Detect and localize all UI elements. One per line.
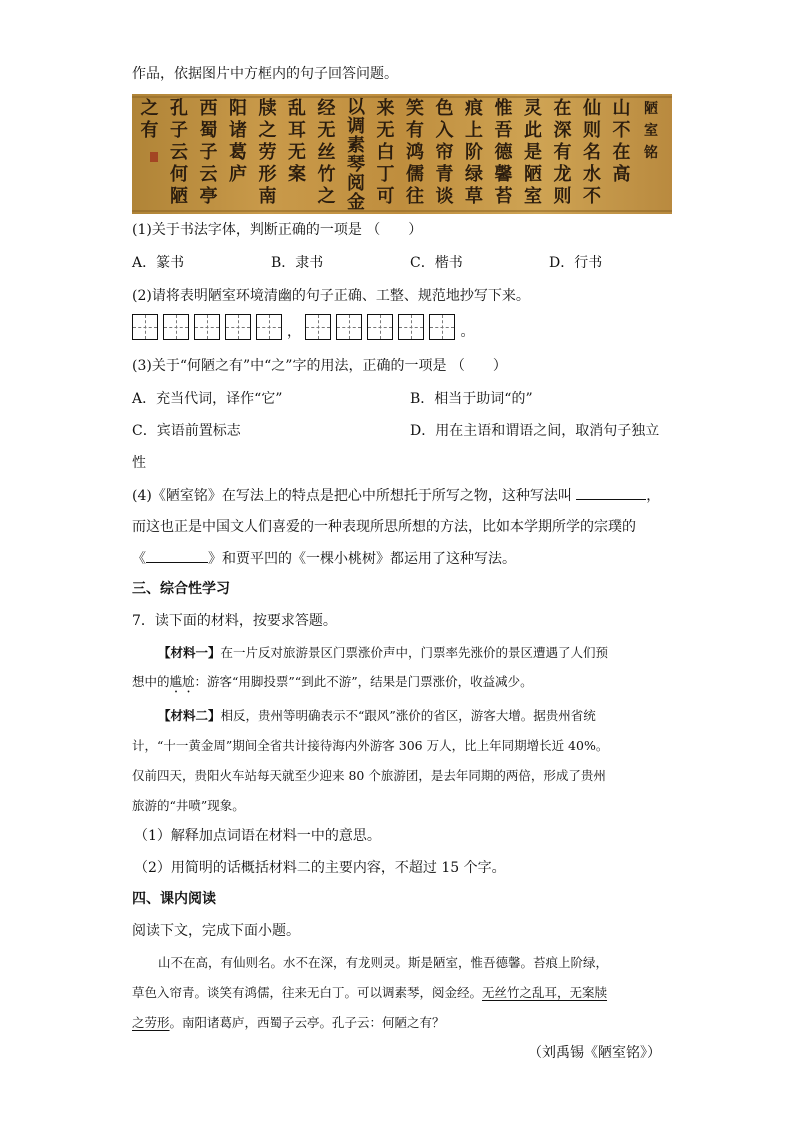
passage-line2: 草色入帘青。谈笑有鸿儒，往来无白丁。可以调素琴，阅金经。无丝竹之乱耳，无案牍 (132, 985, 608, 1000)
q4-line3: 《 》和贾平凹的《一棵小桃树》都运用了这种写法。 (132, 548, 516, 569)
q1-option-d[interactable]: D．行书 (549, 255, 603, 271)
writing-grid-2[interactable] (305, 314, 460, 350)
q3-option-a[interactable]: A．充当代词，译作“它” (132, 391, 283, 407)
calligraphy-column: 阳 诸 葛 庐 (229, 98, 247, 185)
material-2-line1: 【材料二】相反，贵州等明确表示不“跟风”涨价的省区，游客大增。据贵州省统 (158, 708, 596, 723)
calligraphy-column: 痕 上 阶 绿 草 (465, 98, 483, 207)
q3-option-c[interactable]: C．宾语前置标志 (132, 423, 241, 439)
material-2-line2: 计，“十一黄金周”期间全省共计接待海内外游客 306 万人，比上年同期增长近 40%。 (132, 738, 609, 753)
q7-sub2: （2）用简明的话概括材料二的主要内容，不超过 15 个字。 (134, 860, 506, 876)
passage-source: （刘禹锡《陋室铭》） (528, 1045, 661, 1061)
writing-grid-1[interactable] (132, 314, 287, 350)
calligraphy-column: 来 无 白 丁 可 (376, 98, 395, 207)
q7-stem: 7．读下面的材料，按要求答题。 (132, 613, 337, 629)
q1-option-a[interactable]: A．篆书 (132, 255, 185, 271)
q3-option-d[interactable]: D．用在主语和谓语之间，取消句子独立 (410, 423, 660, 439)
q3-stem: (3)关于“何陋之有”中“之”字的用法，正确的一项是 （ ） (132, 358, 507, 374)
q1-option-c[interactable]: C．楷书 (410, 255, 463, 271)
calligraphy-column: 在 深 有 龙 则 (553, 98, 572, 207)
q4-blank-1[interactable] (576, 485, 646, 500)
q2-answer-grid (132, 314, 474, 350)
calligraphy-column: 西 蜀 子 云 亭 (199, 98, 218, 207)
material-1-line2: 想中的尴尬：游客“用脚投票”“到此不游”，结果是门票涨价，收益减少。 (132, 674, 533, 689)
passage-line3: 之劳形。南阳诸葛庐，西蜀子云亭。孔子云：何陋之有？ (132, 1015, 445, 1030)
calligraphy-column: 山 不 在 高 (612, 98, 631, 185)
material-2-line3: 仅前四天，贵阳火车站每天就至少迎来 80 个旅游团，是去年同期的两倍，形成了贵州 (132, 768, 606, 783)
calligraphy-column: 牍 之 劳 形 南 (258, 98, 277, 207)
material-1-line1: 【材料一】在一片反对旅游景区门票涨价声中，门票率先涨价的景区遭遇了人们预 (158, 645, 609, 660)
q3-option-d-cont: 性 (132, 455, 146, 471)
underlined-sentence-cont: 之劳形 (132, 1015, 170, 1030)
q3-option-b[interactable]: B．相当于助词“的” (410, 391, 533, 407)
dotted-word: 尴尬 (169, 674, 195, 689)
q7-sub1: （1）解释加点词语在材料一中的意思。 (134, 828, 381, 844)
calligraphy-column: 仙 则 名 水 不 (583, 98, 601, 207)
calligraphy-column: 陋 室 铭 (644, 101, 658, 161)
calligraphy-column: 乱 耳 无 案 (288, 98, 306, 185)
grid-period: 。 (460, 324, 475, 340)
calligraphy-column: 灵 此 是 陋 室 (524, 98, 542, 207)
reading-instruction: 阅读下文，完成下面小题。 (132, 923, 300, 939)
grid-comma: ， (287, 324, 301, 340)
q4-blank-2[interactable] (146, 548, 208, 563)
calligraphy-column: 色 入 帘 青 谈 (435, 98, 454, 207)
section-4-heading: 四、课内阅读 (132, 891, 216, 907)
calligraphy-column: 笑 有 鸿 儒 往 (406, 98, 424, 207)
calligraphy-column: 经 无 丝 竹 之 (317, 98, 336, 207)
material-2-line4: 旅游的“井喷”现象。 (132, 798, 245, 813)
calligraphy-column: 之 有 (140, 98, 159, 141)
q1-stem: (1)关于书法字体，判断正确的一项是 （ ） (132, 222, 423, 238)
underlined-sentence: 无丝竹之乱耳，无案牍 (482, 985, 608, 1000)
q2-stem: (2)请将表明陋室环境清幽的句子正确、工整、规范地抄写下来。 (132, 288, 530, 304)
calligraphy-column: 孔 子 云 何 陋 (170, 98, 188, 207)
calligraphy-column: 以 调 素 琴 阅 金 (347, 97, 365, 213)
calligraphy-column: 惟 吾 德 馨 苔 (494, 98, 513, 207)
q4-line1: (4)《陋室铭》在写法上的特点是把心中所想托于所写之物，这种写法叫 ， (132, 485, 660, 506)
calligraphy-image (132, 94, 672, 214)
section-3-heading: 三、综合性学习 (132, 581, 230, 597)
passage-line1: 山不在高，有仙则名。水不在深，有龙则灵。斯是陋室，惟吾德馨。苔痕上阶绿， (158, 955, 609, 970)
intro-text: 作品，依据图片中方框内的句子回答问题。 (132, 66, 398, 82)
q4-line2: 而这也正是中国文人们喜爱的一种表现所思所想的方法，比如本学期所学的宗璞的 (132, 519, 636, 535)
q1-option-b[interactable]: B．隶书 (271, 255, 324, 271)
